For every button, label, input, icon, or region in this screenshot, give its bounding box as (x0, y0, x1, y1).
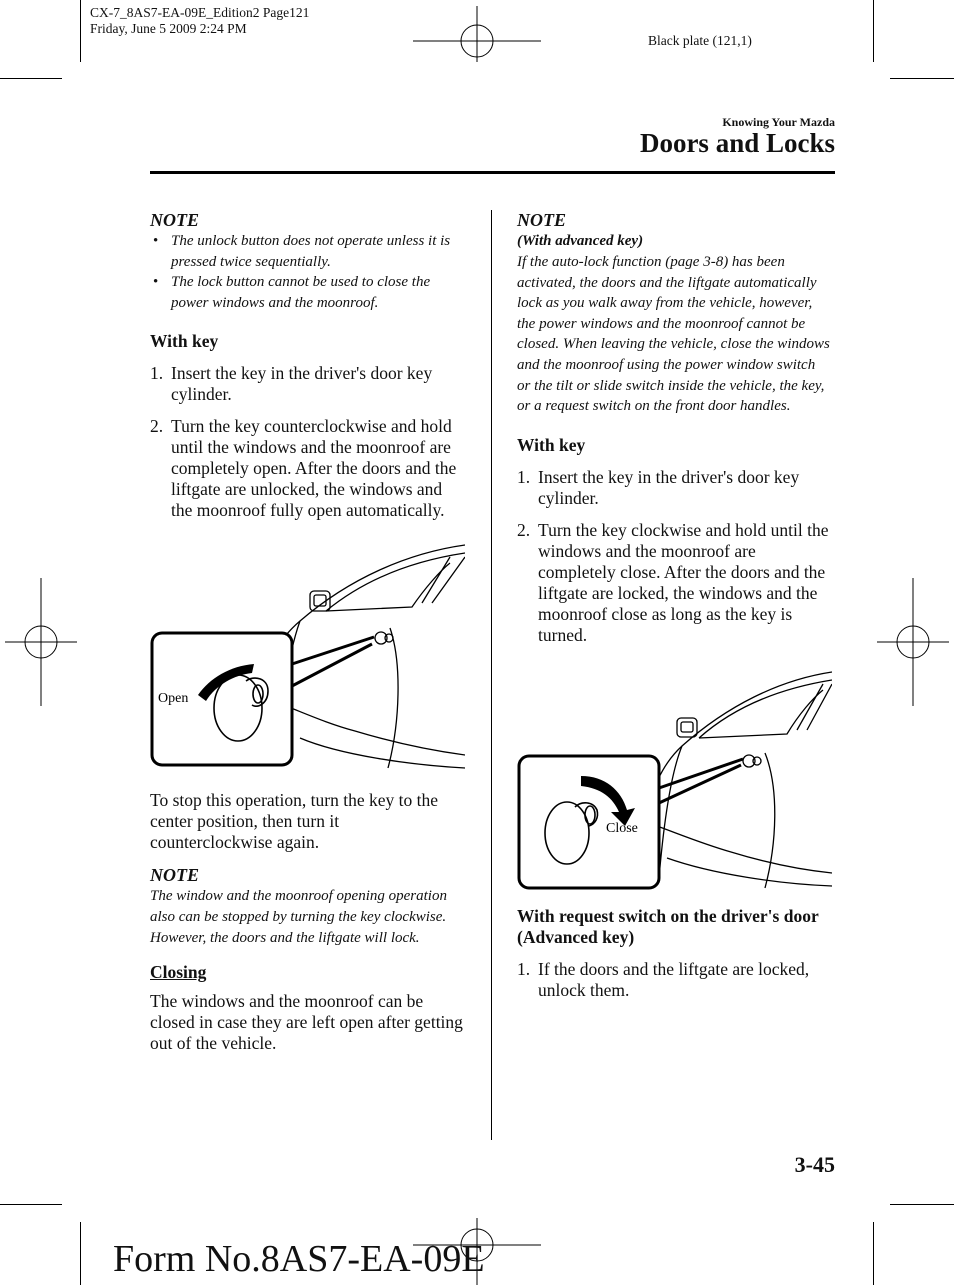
note-box (517, 210, 832, 417)
request-switch-heading: With request switch on the driver's door (Advanced key) (517, 905, 819, 947)
note-box (150, 865, 465, 948)
note-bullet: • The unlock button does not operate unless it is pressed twice sequentially. (150, 231, 465, 272)
closing-paragraph: The windows and the moonroof can be closed in case they are left open after getting out of the vehicle. (150, 991, 463, 1054)
step-item (517, 959, 832, 1001)
step-text: Turn the key counterclockwise and hold until the windows and the moonroof are completely open. After the doors and the liftgate are unlocked, the windows and the moonroof fully open automatically. (171, 416, 457, 521)
step-number: 2. (150, 416, 164, 437)
note-subheading: (With advanced key) (517, 233, 644, 249)
file-line: CX-7_8AS7-EA-09E_Edition2 Page121 (90, 5, 310, 20)
step-list (150, 363, 465, 521)
closing-heading: Closing (150, 962, 207, 983)
note-bullets (150, 231, 465, 313)
note-heading: NOTE (150, 865, 199, 886)
column-divider (491, 210, 492, 1140)
left-column (150, 210, 465, 1054)
note-text: If the auto-lock function (page 3-8) has been activated, the doors and the liftgate automatically lock as you walk away from the vehicle, however, the power windows and the moonroof cannot be closed. When leaving the vehicle, close the windows and the moonroof using the power window switch or the tilt or slide switch inside the vehicle, the key, or a request switch on the front door handles. (517, 254, 830, 415)
step-item (517, 520, 832, 646)
form-number: Form No.8AS7-EA-09E (113, 1238, 485, 1280)
print-metadata (90, 5, 309, 37)
stop-paragraph: To stop this operation, turn the key to the center position, then turn it counterclockwise again. (150, 790, 438, 853)
date-line: Friday, June 5 2009 2:24 PM (90, 21, 247, 36)
plate-label: Black plate (121,1) (648, 33, 752, 48)
page-number: 3-45 (794, 1152, 835, 1177)
step-number: 2. (517, 519, 531, 540)
with-key-heading: With key (517, 434, 586, 455)
step-number: 1. (150, 363, 164, 384)
page-title: Doors and Locks (639, 128, 835, 158)
note-heading: NOTE (150, 210, 199, 230)
note-bullet: • The lock button cannot be used to close the power windows and the moonroof. (150, 272, 465, 313)
note-heading: NOTE (517, 210, 566, 230)
header-rule (150, 171, 835, 174)
step-text: Insert the key in the driver's door key cylinder. (538, 466, 800, 508)
step-text: Insert the key in the driver's door key cylinder. (171, 363, 433, 405)
note-box (150, 210, 465, 313)
right-column (517, 210, 832, 1001)
step-number: 1. (517, 466, 531, 487)
step-list (517, 959, 832, 1001)
with-key-heading: With key (150, 331, 219, 352)
step-item (517, 467, 832, 509)
step-item (150, 363, 465, 405)
open-key-figure (150, 533, 465, 778)
close-label: Close (606, 820, 638, 836)
step-text: If the doors and the liftgate are locked, unlock them. (538, 958, 810, 1000)
note-text: The window and the moonroof opening operation also can be stopped by turning the key clockwise. However, the doors and the liftgate will lock. (150, 888, 447, 946)
open-label: Open (158, 691, 189, 707)
step-number: 1. (517, 958, 531, 979)
step-text: Turn the key clockwise and hold until the windows and the moonroof are completely close. After the doors and the liftgate are locked, the windows and the moonroof close as long as the key is turned. (538, 519, 829, 645)
step-list (517, 467, 832, 646)
step-item (150, 416, 465, 521)
section-label: Knowing Your Mazda (722, 115, 835, 129)
close-key-figure (517, 658, 832, 898)
